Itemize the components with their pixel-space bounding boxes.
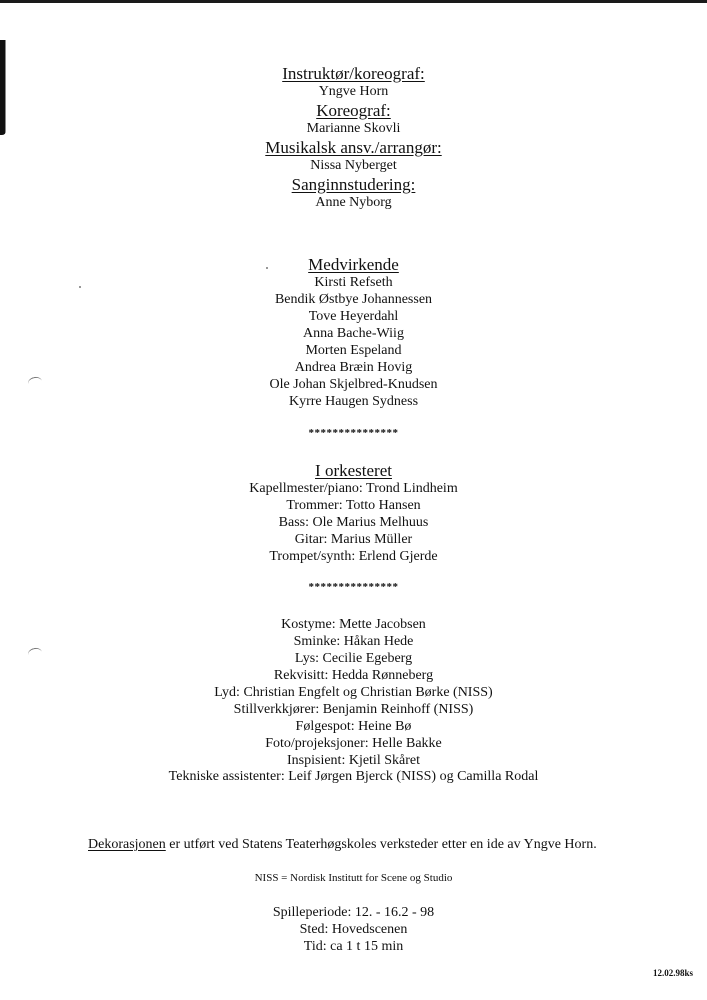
decoration-note: [88, 838, 597, 852]
crew-line: Foto/projeksjoner: Helle Bakke: [265, 736, 442, 751]
crew-line: Følgespot: Heine Bø: [295, 719, 412, 734]
document-date: 12.02.98ks: [652, 968, 693, 978]
cast-member: Morten Espeland: [305, 343, 402, 358]
orchestra-member: Trommer: Totto Hansen: [286, 498, 421, 513]
cast-member: Ole Johan Skjelbred-Knudsen: [269, 377, 438, 392]
orchestra-member: Gitar: Marius Müller: [294, 532, 413, 547]
cast-member: Bendik Østbye Johannessen: [274, 292, 433, 307]
crew-line: Inspisient: Kjetil Skåret: [287, 753, 420, 768]
performance-venue: Sted: Hovedscenen: [299, 922, 408, 937]
decoration-word: Dekorasjonen: [88, 837, 166, 852]
performance-duration: Tid: ca 1 t 15 min: [303, 939, 404, 954]
orchestra-member: Trompet/synth: Erlend Gjerde: [269, 549, 438, 564]
performance-period: Spilleperiode: 12. - 16.2 - 98: [272, 905, 435, 920]
cast-member: Anna Bache-Wiig: [303, 326, 404, 341]
separator-stars: ***************: [308, 581, 399, 593]
scan-top-edge: [0, 0, 707, 3]
cast-member: Kirsti Refseth: [314, 275, 393, 290]
credit-name-director: Yngve Horn: [318, 84, 389, 99]
decoration-text: er utført ved Statens Teaterhøgskoles verksteder etter en ide av Yngve Horn.: [165, 837, 597, 852]
cast-member: Tove Heyerdahl: [308, 309, 399, 324]
credit-name-choreographer: Marianne Skovli: [306, 121, 401, 136]
niss-note: NISS = Nordisk Institutt for Scene og Studio: [254, 872, 453, 884]
credit-heading-vocal: Sanginnstudering:: [291, 175, 416, 194]
crew-line: Tekniske assistenter: Leif Jørgen Bjerck (NISS) og Camilla Rodal: [168, 769, 539, 784]
separator-stars: ***************: [308, 427, 399, 439]
crew-line: Lyd: Christian Engfelt og Christian Børke (NISS): [214, 685, 493, 700]
crew-line: Lys: Cecilie Egeberg: [294, 651, 413, 666]
orchestra-heading: I orkesteret: [315, 461, 392, 480]
crew-line: Stillverkkjører: Benjamin Reinhoff (NISS): [233, 702, 474, 717]
cast-heading: Medvirkende: [308, 255, 399, 274]
crew-line: Kostyme: Mette Jacobsen: [281, 617, 426, 632]
crew-line: Rekvisitt: Hedda Rønneberg: [273, 668, 434, 683]
orchestra-member: Kapellmester/piano: Trond Lindheim: [249, 481, 458, 496]
cast-member: Kyrre Haugen Sydness: [288, 394, 419, 409]
crew-line: Sminke: Håkan Hede: [293, 634, 414, 649]
credit-name-music: Nissa Nyberget: [310, 158, 397, 173]
cast-member: Andrea Bræin Hovig: [294, 360, 413, 375]
orchestra-member: Bass: Ole Marius Melhuus: [278, 515, 429, 530]
credit-heading-choreographer: Koreograf:: [316, 101, 391, 120]
credit-name-vocal: Anne Nyborg: [315, 195, 392, 210]
credit-heading-music: Musikalsk ansv./arrangør:: [265, 138, 442, 157]
credit-heading-director: Instruktør/koreograf:: [282, 64, 425, 83]
